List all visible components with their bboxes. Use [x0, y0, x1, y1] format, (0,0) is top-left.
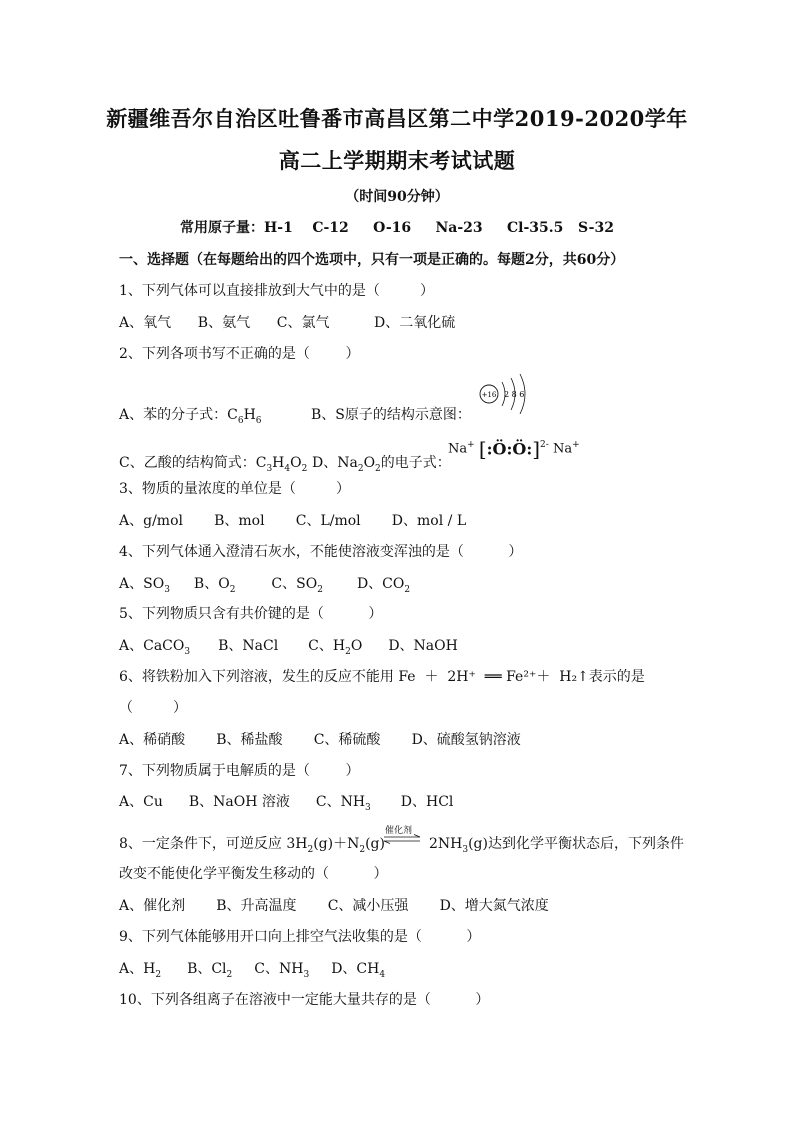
sodium-peroxide-electron-formula: Na+ [:Ö:Ö:]$^{2-}$ Na+ [448, 437, 580, 461]
question-6-paren: （ ） [119, 700, 188, 716]
question-2-option-b: B、S原子的结构示意图： [311, 407, 471, 423]
exam-time: （时间90分钟） [345, 189, 449, 205]
question-1-options: A、氧气 B、氨气 C、氯气 D、二氧化硫 [119, 315, 456, 331]
question-8-options: A、催化剂 B、升高温度 C、减小压强 D、增大氮气浓度 [119, 898, 549, 914]
question-9-stem: 9、下列气体能够用开口向上排空气法收集的是（ ） [119, 929, 481, 945]
sulfur-atom-diagram [478, 372, 538, 414]
atom-nucleus-label: +16 [481, 391, 497, 399]
question-3-stem: 3、物质的量浓度的单位是（ ） [119, 481, 350, 497]
question-6-options: A、稀硝酸 B、稀盐酸 C、稀硫酸 D、硫酸氢钠溶液 [119, 732, 521, 748]
question-2-stem: 2、下列各项书写不正确的是（ ） [119, 346, 360, 362]
question-2-option-a: A、苯的分子式：$C_6H_6$ [119, 407, 262, 426]
section-heading: 一、选择题（在每题给出的四个选项中，只有一项是正确的。每题2分，共60分） [119, 252, 625, 268]
catalyst-label: 催化剂 [385, 826, 413, 836]
question-7-options: A、Cu B、NaOH 溶液 C、$NH_3$ D、HCl [119, 794, 454, 813]
atomic-mass-line: 常用原子量：H-1 C-12 O-16 Na-23 Cl-35.5 S-32 [180, 220, 614, 236]
question-5-stem: 5、下列物质只含有共价键的是（ ） [119, 606, 383, 622]
exam-title-line1: 新疆维吾尔自治区吐鲁番市高昌区第二中学2019-2020学年 [106, 106, 688, 131]
question-9-options: A、$H_2$ B、$Cl_2$ C、$NH_3$ D、$CH_4$ [119, 961, 386, 980]
question-8-line2: 改变不能使化学平衡发生移动的（ ） [119, 866, 388, 882]
question-7-stem: 7、下列物质属于电解质的是（ ） [119, 763, 360, 779]
question-4-options: A、$SO_3$ B、$O_2$ C、$SO_2$ D、$CO_2$ [119, 576, 411, 595]
question-2-option-d: D、$Na_2O_2$的电子式： [312, 455, 451, 474]
question-2-option-c: C、乙酸的结构简式：$C_3H_4O_2$ [119, 455, 308, 474]
question-4-stem: 4、下列气体通入澄清石灰水，不能使溶液变浑浊的是（ ） [119, 544, 523, 560]
atom-shell-labels: 2 8 6 [504, 390, 525, 399]
question-10-stem: 10、下列各组离子在溶液中一定能大量共存的是（ ） [119, 992, 490, 1008]
exam-title-line2: 高二上学期期末考试试题 [278, 148, 516, 173]
question-3-options: A、g/mol B、mol C、L/mol D、mol / L [119, 513, 467, 529]
question-6-stem: 6、将铁粉加入下列溶液，发生的反应不能用 Fe ＋ 2H⁺ ══ Fe²⁺＋ H₂↑表示的是 [119, 669, 645, 685]
question-1-stem: 1、下列气体可以直接排放到大气中的是（ ） [119, 283, 434, 299]
question-5-options: A、CaCO$_3$ B、NaCl C、$H_2O$ D、NaOH [119, 638, 458, 657]
question-8-stem: 8、一定条件下，可逆反应 $3H_2(g)+N_2(g)$ $2NH_3(g)$达到化学平衡状态后，下列条件 [119, 836, 684, 855]
